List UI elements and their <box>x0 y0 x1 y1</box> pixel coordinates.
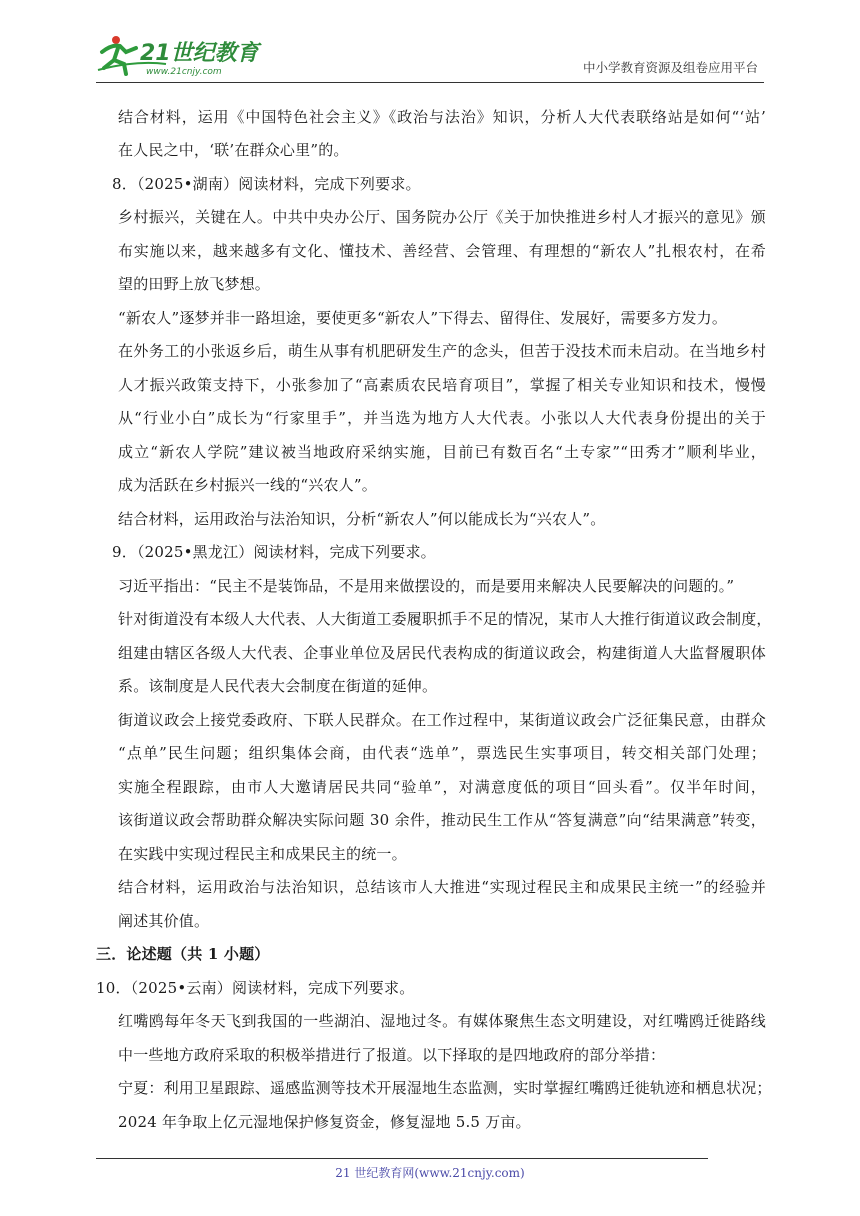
logo-url: www.21cnjy.com <box>146 67 222 77</box>
text-line: 红嘴鸥每年冬天飞到我国的一些湖泊、湿地过冬。有媒体聚焦生态文明建设，对红嘴鸥迁徙路线 <box>118 1012 766 1030</box>
text-line: 该街道议政会帮助群众解决实际问题 30 余件，推动民生工作从“答复满意”向“结果满意”转变， <box>118 811 766 829</box>
text-line: 针对街道没有本级人大代表、人大街道工委履职抓手不足的情况，某市人大推行街道议政会制度， <box>118 610 772 628</box>
text-line: 习近平指出：“民主不是装饰品，不是用来做摆设的，而是要用来解决人民要解决的问题的。” <box>118 577 735 595</box>
text-line: 结合材料，运用政治与法治知识，总结该市人大推进“实现过程民主和成果民主统一”的经验并 <box>118 878 766 896</box>
text-line: 在外务工的小张返乡后，萌生从事有机肥研发生产的念头，但苦于没技术而未启动。在当地乡村 <box>118 342 766 360</box>
text-line: 阐述其价值。 <box>118 912 210 930</box>
text-line: 系。该制度是人民代表大会制度在街道的延伸。 <box>118 677 438 695</box>
text-line: 在实践中实现过程民主和成果民主的统一。 <box>118 845 407 863</box>
text-line: 望的田野上放飞梦想。 <box>118 275 271 293</box>
logo-text: 21世纪教育 <box>140 41 259 66</box>
text-line: 布实施以来，越来越多有文化、懂技术、善经营、会管理、有理想的“新农人”扎根农村，在希 <box>118 242 766 260</box>
text-line: 10．（2025•云南）阅读材料，完成下列要求。 <box>96 979 415 997</box>
page-footer: 21 世纪教育网(www.21cnjy.com) <box>335 1166 525 1180</box>
text-line: 宁夏：利用卫星跟踪、遥感监测等技术开展湿地生态监测，实时掌握红嘴鸥迁徙轨迹和栖息状况； <box>118 1079 772 1097</box>
platform-title: 中小学教育资源及组卷应用平台 <box>582 60 758 75</box>
text-line: “新农人”逐梦并非一路坦途，要使更多“新农人”下得去、留得住、发展好，需要多方发力。 <box>118 309 728 327</box>
text-line: 乡村振兴，关键在人。中共中央办公厅、国务院办公厅《关于加快推进乡村人才振兴的意见》颁 <box>118 208 766 226</box>
text-line: 成为活跃在乡村振兴一线的“兴农人”。 <box>118 476 377 494</box>
text-line: 实施全程跟踪，由市人大邀请居民共同“验单”，对满意度低的项目“回头看”。仅半年时间， <box>118 778 766 796</box>
text-line: 街道议政会上接党委政府、下联人民群众。在工作过程中，某街道议政会广泛征集民意，由群众 <box>118 711 766 729</box>
text-line: 组建由辖区各级人大代表、企事业单位及居民代表构成的街道议政会，构建街道人大监督履职体 <box>118 644 766 662</box>
text-line: 从“行业小白”成长为“行家里手”，并当选为地方人大代表。小张以人大代表身份提出的关于 <box>118 409 766 427</box>
text-line: 三．论述题（共 1 小题） <box>96 945 270 963</box>
text-line: “点单”民生问题；组织集体会商，由代表“选单”，票选民生实事项目，转交相关部门处理； <box>118 744 766 762</box>
text-line: 9．（2025•黑龙江）阅读材料，完成下列要求。 <box>112 543 436 561</box>
text-line: 在人民之中，‘联’在群众心里”的。 <box>118 141 349 159</box>
text-line: 人才振兴政策支持下，小张参加了“高素质农民培育项目”，掌握了相关专业知识和技术，慢慢 <box>118 376 766 394</box>
text-line: 成立“新农人学院”建议被当地政府采纳实施，目前已有数百名“土专家”“田秀才”顺利毕业， <box>118 443 766 461</box>
text-line: 2024 年争取上亿元湿地保护修复资金，修复湿地 5.5 万亩。 <box>118 1113 531 1131</box>
site-logo <box>96 30 266 78</box>
text-line: 结合材料，运用政治与法治知识，分析“新农人”何以能成长为“兴农人”。 <box>118 510 606 528</box>
page-header <box>96 30 764 83</box>
text-line: 结合材料，运用《中国特色社会主义》《政治与法治》知识，分析人大代表联络站是如何“‘站’ <box>118 108 766 126</box>
footer-divider <box>96 1158 708 1159</box>
text-line: 中一些地方政府采取的积极举措进行了报道。以下择取的是四地政府的部分举措： <box>118 1046 666 1064</box>
text-line: 8．（2025•湖南）阅读材料，完成下列要求。 <box>112 175 421 193</box>
